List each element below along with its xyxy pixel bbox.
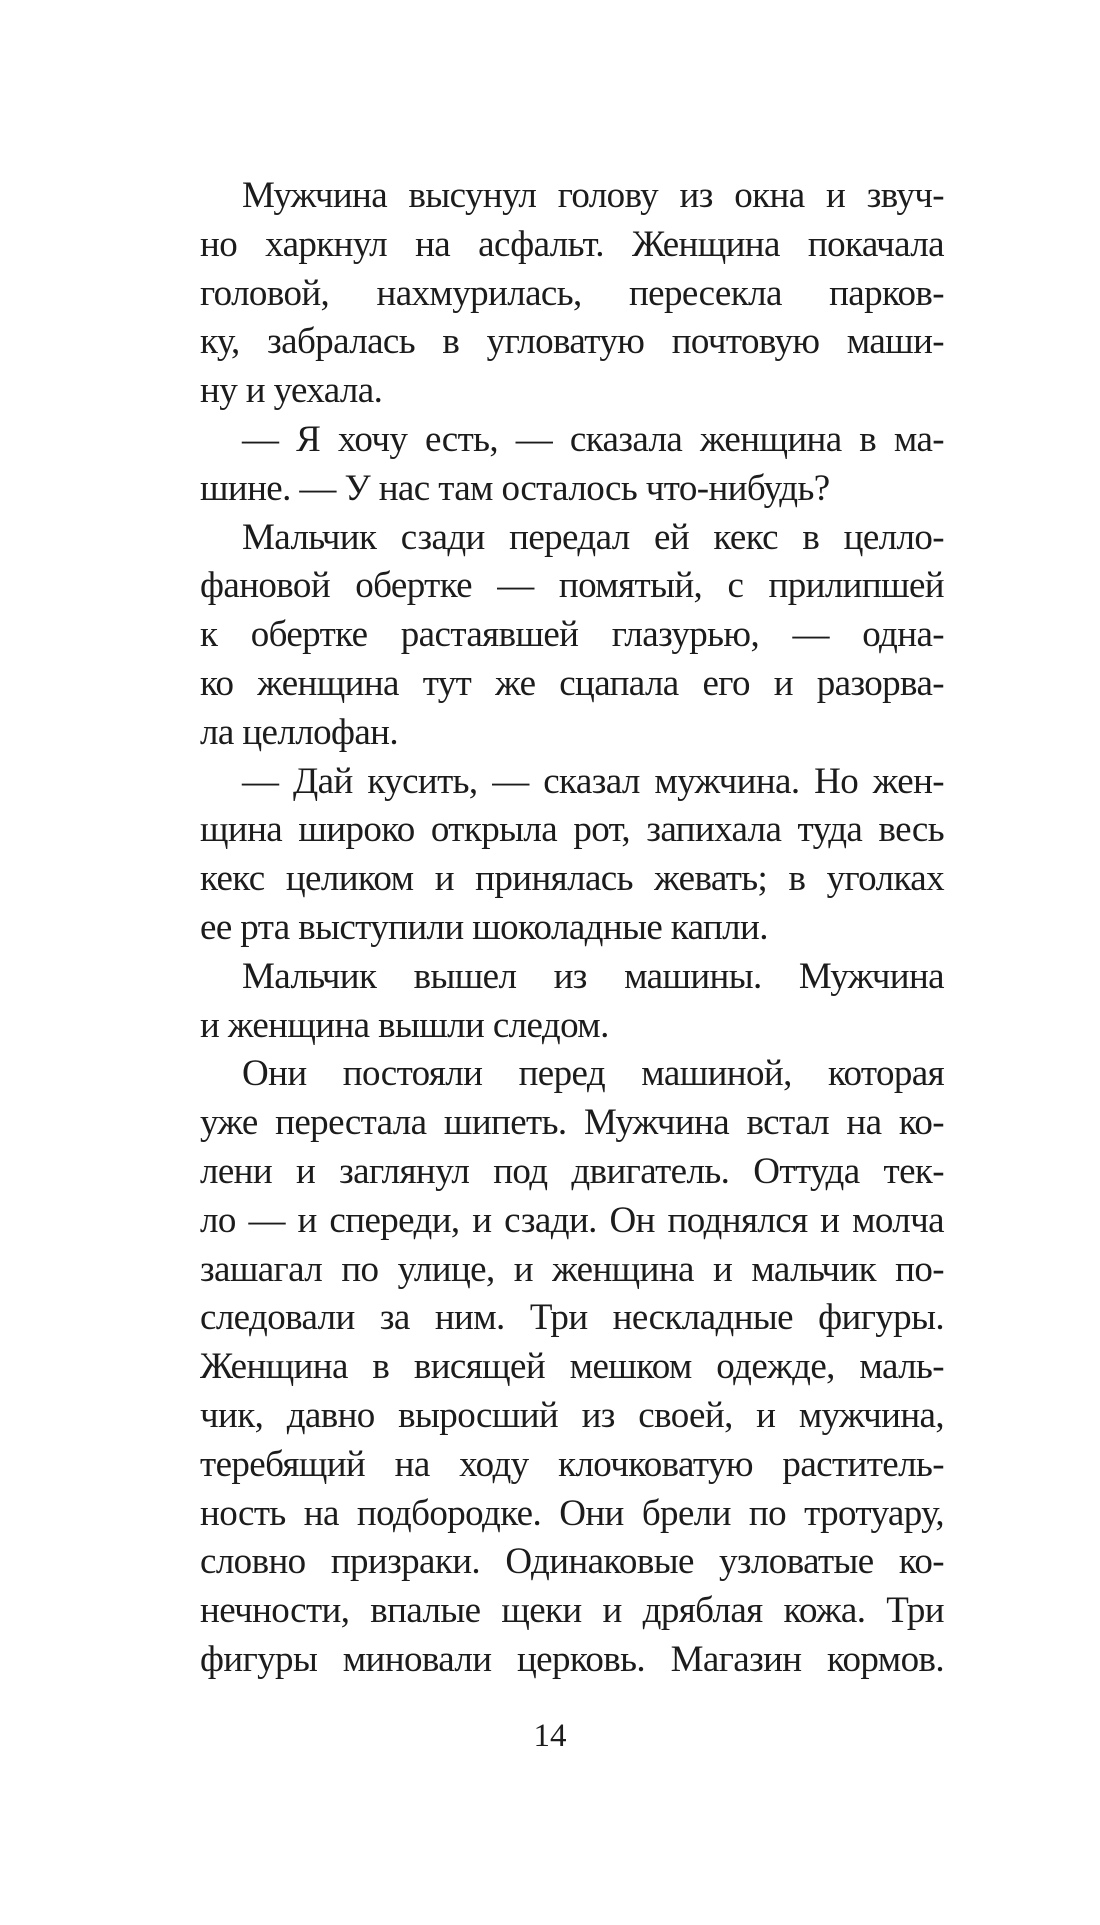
text-line: головой, нахмурилась, пересекла парков- xyxy=(200,272,944,314)
text-line: зашагал по улице, и женщина и мальчик по- xyxy=(200,1248,944,1290)
text-line: ла целлофан. xyxy=(200,711,399,753)
text-line: и женщина вышли следом. xyxy=(200,1004,609,1046)
text-line: нечности, впалые щеки и дряблая кожа. Три xyxy=(200,1590,944,1632)
text-line: чик, давно выросший из своей, и мужчина, xyxy=(200,1394,944,1436)
text-line: Мужчина высунул голову из окна и звуч- xyxy=(242,175,944,216)
text-line: Мальчик вышел из машины. Мужчина xyxy=(242,955,944,997)
page-number: 14 xyxy=(533,1718,567,1754)
text-line: Они постояли перед машиной, которая xyxy=(242,1053,944,1095)
text-line: фигуры миновали церковь. Магазин кормов. xyxy=(200,1638,944,1680)
text-line: словно призраки. Одинаковые узловатые ко- xyxy=(200,1541,944,1583)
text-line: фановой обертке — помятый, с прилипшей xyxy=(200,565,944,607)
text-line: теребящий на ходу клочковатую раститель- xyxy=(200,1443,944,1485)
text-line: шине. — У нас там осталось что-нибудь? xyxy=(200,467,830,509)
text-line: ее рта выступили шоколадные капли. xyxy=(200,906,768,948)
text-line: к обертке растаявшей глазурью, — одна- xyxy=(200,614,944,656)
text-line: щина широко открыла рот, запихала туда весь xyxy=(200,809,944,851)
text-line: но харкнул на асфальт. Женщина покачала xyxy=(200,223,944,265)
text-line: ло — и спереди, и сзади. Он поднялся и молча xyxy=(200,1199,944,1241)
text-line: лени и заглянул под двигатель. Оттуда тек- xyxy=(200,1150,944,1192)
body-text xyxy=(200,172,944,1685)
text-line: следовали за ним. Три нескладные фигуры. xyxy=(200,1297,944,1339)
text-line: уже перестала шипеть. Мужчина встал на ко- xyxy=(200,1102,944,1144)
text-line: ко женщина тут же сцапала его и разорва- xyxy=(200,662,944,704)
text-line: ку, забралась в угловатую почтовую маши- xyxy=(200,321,944,363)
text-line: ность на подбородке. Они брели по тротуару, xyxy=(200,1492,944,1534)
text-line: — Я хочу есть, — сказала женщина в ма- xyxy=(242,418,944,460)
text-line: Мальчик сзади передал ей кекс в целло- xyxy=(242,516,944,558)
text-line: — Дай кусить, — сказал мужчина. Но жен- xyxy=(242,760,944,802)
text-line: ну и уехала. xyxy=(200,370,383,412)
text-line: кекс целиком и принялась жевать; в уголках xyxy=(200,858,944,900)
text-line: Женщина в висящей мешком одежде, маль- xyxy=(200,1346,944,1388)
